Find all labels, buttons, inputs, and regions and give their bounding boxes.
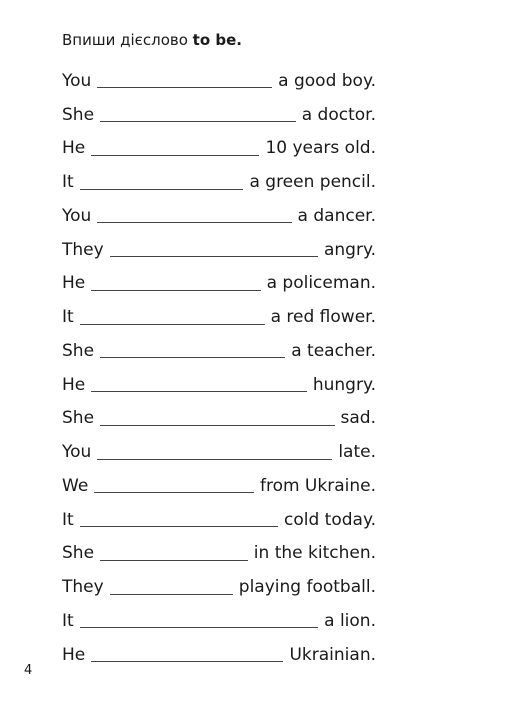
exercise-subject: They	[62, 239, 104, 260]
exercise-row	[62, 604, 376, 638]
exercise-row	[62, 435, 376, 469]
exercise-ending: 10 years old.	[265, 138, 376, 159]
exercise-ending: in the kitchen.	[253, 543, 376, 564]
exercise-row	[62, 503, 376, 537]
exercise-ending: cold today.	[284, 509, 376, 530]
answer-blank[interactable]	[80, 526, 278, 527]
exercise-ending: a red flower.	[270, 307, 376, 328]
exercise-row	[62, 233, 376, 267]
exercise-row	[62, 300, 376, 334]
exercise-row	[62, 537, 376, 571]
page-number: 4	[24, 663, 33, 678]
exercise-subject: She	[62, 408, 95, 429]
answer-blank[interactable]	[100, 357, 285, 358]
answer-blank[interactable]	[100, 425, 334, 426]
answer-blank[interactable]	[97, 459, 332, 460]
exercise-subject: He	[62, 644, 86, 665]
exercise-subject: He	[62, 374, 86, 395]
exercise-subject: We	[62, 475, 89, 496]
exercise-ending: a green pencil.	[249, 172, 376, 193]
exercise-subject: They	[62, 577, 104, 598]
exercise-ending: a dancer.	[297, 205, 376, 226]
exercise-row	[62, 334, 376, 368]
answer-blank[interactable]	[80, 627, 318, 628]
exercise-row	[62, 199, 376, 233]
exercise-subject: It	[62, 509, 74, 530]
exercise-subject: It	[62, 307, 74, 328]
exercise-ending: a good boy.	[278, 70, 376, 91]
exercise-ending: Ukrainian.	[289, 644, 376, 665]
exercise-ending: a policeman.	[266, 273, 376, 294]
exercise-ending: sad.	[340, 408, 376, 429]
exercise-subject: She	[62, 340, 95, 361]
answer-blank[interactable]	[110, 594, 233, 595]
exercise-subject: He	[62, 138, 86, 159]
exercise-row	[62, 64, 376, 98]
answer-blank[interactable]	[100, 121, 296, 122]
instruction	[62, 30, 242, 50]
exercise-ending: a teacher.	[291, 340, 376, 361]
answer-blank[interactable]	[91, 290, 260, 291]
answer-blank[interactable]	[97, 222, 291, 223]
exercise-ending: a lion.	[324, 610, 376, 631]
exercise-ending: hungry.	[312, 374, 376, 395]
exercise-row	[62, 368, 376, 402]
answer-blank[interactable]	[91, 391, 307, 392]
exercise-row	[62, 98, 376, 132]
exercise-ending: playing football.	[238, 577, 376, 598]
instruction-emphasis: to be.	[192, 31, 242, 49]
exercise-subject: It	[62, 610, 74, 631]
answer-blank[interactable]	[80, 324, 265, 325]
exercise-subject: She	[62, 543, 95, 564]
exercise-row	[62, 638, 376, 672]
exercise-row	[62, 267, 376, 301]
answer-blank[interactable]	[100, 560, 248, 561]
exercise-ending: late.	[338, 442, 376, 463]
exercise-row	[62, 132, 376, 166]
exercise-ending: from Ukraine.	[259, 475, 376, 496]
instruction-text: Впиши дієслово	[62, 31, 193, 49]
exercise-subject: You	[62, 442, 92, 463]
answer-blank[interactable]	[91, 661, 283, 662]
exercise-row	[62, 165, 376, 199]
answer-blank[interactable]	[97, 87, 272, 88]
exercise-subject: You	[62, 70, 92, 91]
answer-blank[interactable]	[110, 256, 318, 257]
answer-blank[interactable]	[91, 155, 259, 156]
exercise-subject: You	[62, 205, 92, 226]
exercise-subject: She	[62, 104, 95, 125]
exercise-row	[62, 402, 376, 436]
exercise-subject: It	[62, 172, 74, 193]
exercise-subject: He	[62, 273, 86, 294]
exercise-ending: angry.	[323, 239, 376, 260]
answer-blank[interactable]	[94, 492, 254, 493]
exercise-ending: a doctor.	[301, 104, 376, 125]
answer-blank[interactable]	[80, 189, 244, 190]
exercise-row	[62, 469, 376, 503]
exercise-row	[62, 570, 376, 604]
exercise-list	[62, 64, 376, 672]
